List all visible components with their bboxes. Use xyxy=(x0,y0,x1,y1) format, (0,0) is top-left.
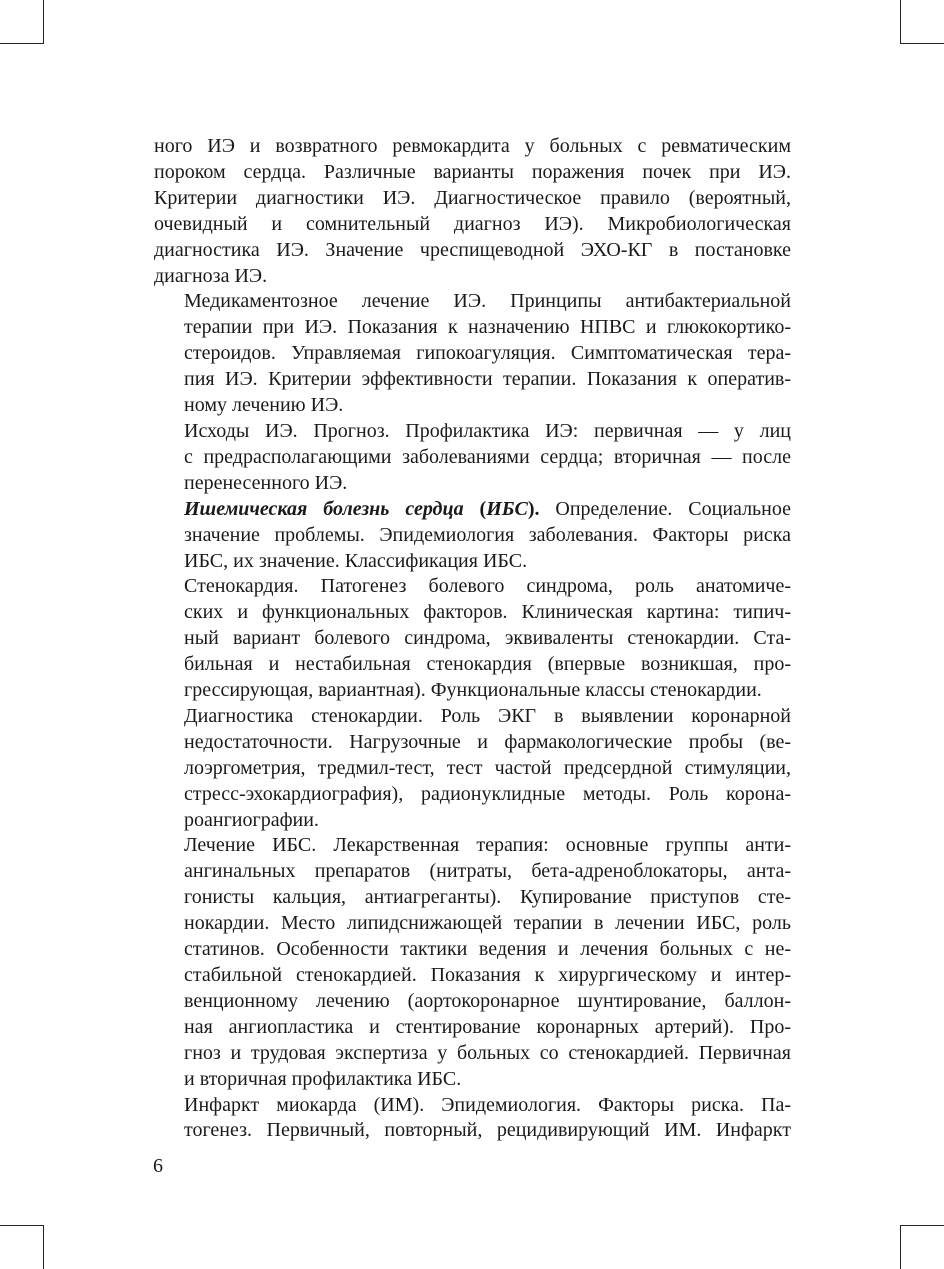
text-line: перенесенного ИЭ. xyxy=(184,471,348,494)
text-line: диагностика ИЭ. Значение чреспищеводной ЭХО-КГ в постановке xyxy=(154,238,791,261)
text-line: лоэргометрия, тредмил-тест, тест частой предсердной стимуляции, xyxy=(184,756,791,779)
text-line: с предрасполагающими заболеваниями сердца; вторичная — после xyxy=(184,445,791,468)
text-line xyxy=(154,497,791,523)
crop-mark-bottom-right-vertical xyxy=(900,1225,901,1269)
text-line: Лечение ИБС. Лекарственная терапия: основные группы анти- xyxy=(184,834,791,857)
text-line: пороком сердца. Различные варианты поражения почек при ИЭ. xyxy=(154,160,791,183)
text-line: стресс-эхокардиография), радионуклидные методы. Роль корона- xyxy=(184,782,791,805)
text-line: и вторичная профилактика ИБС. xyxy=(184,1067,462,1090)
paragraph-ihd-definition xyxy=(154,497,791,575)
section-heading-abbr: ИБС xyxy=(486,497,528,520)
crop-mark-top-left-horizontal xyxy=(0,43,44,44)
paragraph-myocardial-infarction xyxy=(154,1093,791,1145)
paragraph-ie-treatment xyxy=(154,289,791,419)
paragraph-angina-diagnostics xyxy=(154,704,791,834)
text-line: ного ИЭ и возвратного ревмокардита у больных с ревматическим xyxy=(154,135,791,157)
paragraph-ie-outcomes xyxy=(154,419,791,497)
crop-mark-bottom-right-horizontal xyxy=(900,1225,944,1226)
text-line: гонисты кальция, антиагреганты). Купирование приступов сте- xyxy=(184,886,791,909)
heading-line-rest: Определение. Социальное xyxy=(539,497,791,520)
page-number: 6 xyxy=(153,1155,163,1177)
crop-mark-top-left-vertical xyxy=(43,0,44,44)
text-line: тогенез. Первичный, повторный, рецидивирующий ИМ. Инфаркт xyxy=(184,1119,791,1142)
section-heading-paren-open: ( xyxy=(463,497,487,520)
text-line: диагноза ИЭ. xyxy=(154,264,268,287)
text-line: Медикаментозное лечение ИЭ. Принципы антибактериальной xyxy=(184,290,791,313)
text-line: ангинальных препаратов (нитраты, бета-адреноблокаторы, анта- xyxy=(184,860,791,883)
section-heading-paren-close: ). xyxy=(527,497,540,520)
text-line: стабильной стенокардией. Показания к хирургическому и интер- xyxy=(184,964,791,986)
crop-mark-top-right-horizontal xyxy=(900,43,944,44)
text-line: Инфаркт миокарда (ИМ). Эпидемиология. Факторы риска. Па- xyxy=(184,1093,791,1116)
text-line: Критерии диагностики ИЭ. Диагностическое правило (вероятный, xyxy=(154,186,791,209)
text-line: недостаточности. Нагрузочные и фармакологические пробы (ве- xyxy=(184,730,791,753)
text-line: грессирующая, вариантная). Функциональные классы стенокардии. xyxy=(184,679,762,702)
text-line: венционному лечению (аортокоронарное шунтирование, баллон- xyxy=(184,989,791,1012)
text-line: Диагностика стенокардии. Роль ЭКГ в выявлении коронарной xyxy=(184,704,791,727)
text-line: роангиографии. xyxy=(184,808,319,831)
text-line: гноз и трудовая экспертиза у больных со стенокардией. Первичная xyxy=(184,1041,791,1064)
text-line: нокардии. Место липидснижающей терапии в лечении ИБС, роль xyxy=(184,912,791,935)
text-line: ная ангиопластика и стентирование коронарных артерий). Про- xyxy=(184,1015,791,1038)
text-line: значение проблемы. Эпидемиология заболевания. Факторы риска xyxy=(184,523,791,546)
text-line: ный вариант болевого синдрома, эквиваленты стенокардии. Ста- xyxy=(184,627,791,650)
paragraph-angina xyxy=(154,574,791,704)
text-line: терапии при ИЭ. Показания к назначению НПВС и глюкокортико- xyxy=(184,316,791,339)
text-line: бильная и нестабильная стенокардия (впервые возникшая, про- xyxy=(184,653,791,676)
crop-mark-top-right-vertical xyxy=(900,0,901,44)
text-line: стероидов. Управляемая гипокоагуляция. Симптоматическая тера- xyxy=(184,342,791,365)
crop-mark-bottom-left-vertical xyxy=(43,1225,44,1269)
text-line: ному лечению ИЭ. xyxy=(184,394,344,417)
paragraph-ie-diagnostics xyxy=(154,134,791,289)
text-line: статинов. Особенности тактики ведения и лечения больных с не- xyxy=(184,938,791,961)
crop-mark-bottom-left-horizontal xyxy=(0,1225,44,1226)
text-line: пия ИЭ. Критерии эффективности терапии. Показания к оператив- xyxy=(184,368,791,391)
paragraph-ihd-treatment xyxy=(154,833,791,1092)
text-line: очевидный и сомнительный диагноз ИЭ). Микробиологическая xyxy=(154,212,791,235)
body-text xyxy=(154,134,791,1144)
text-line: Исходы ИЭ. Прогноз. Профилактика ИЭ: первичная — у лиц xyxy=(184,419,791,442)
text-line: ских и функциональных факторов. Клиническая картина: типич- xyxy=(184,601,791,624)
text-line: ИБС, их значение. Классификация ИБС. xyxy=(184,549,528,572)
section-heading-italic: Ишемическая болезнь сердца xyxy=(184,497,464,520)
text-line: Стенокардия. Патогенез болевого синдрома, роль анатомиче- xyxy=(184,575,791,598)
